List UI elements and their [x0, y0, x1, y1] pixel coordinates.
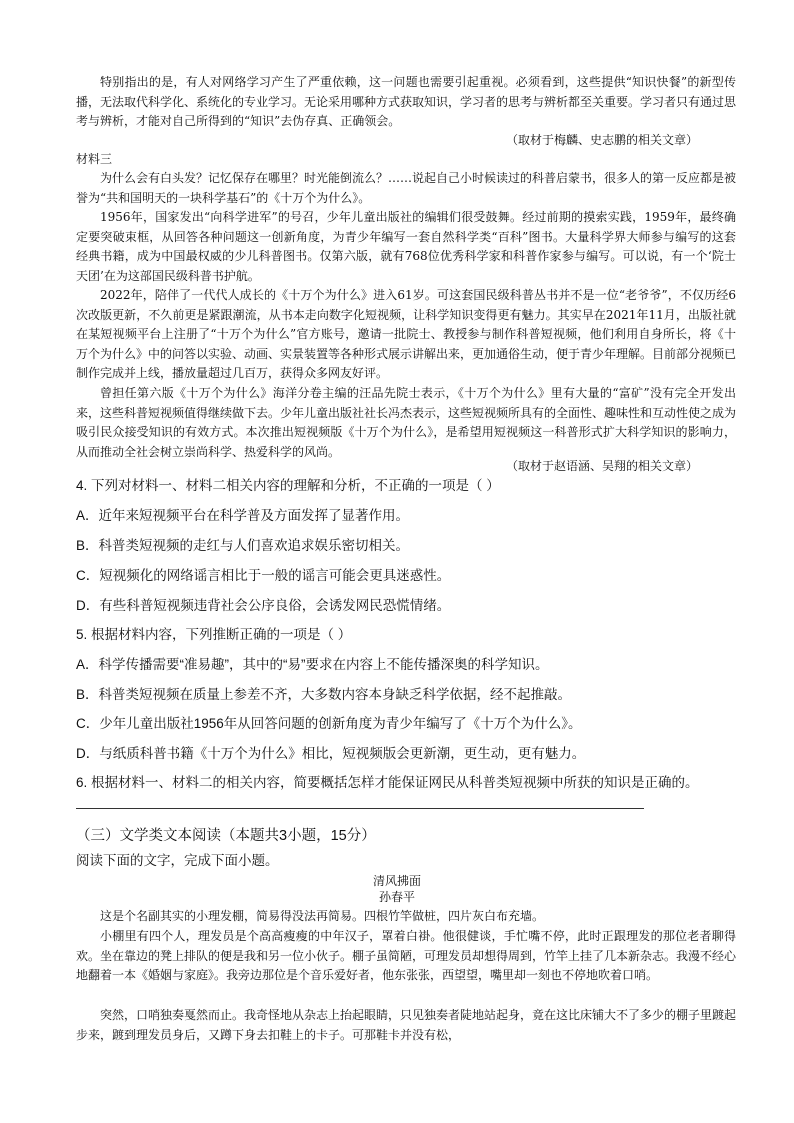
question-5-option-c[interactable]: C．少年儿童出版社1956年从回答问题的创新角度为青少年编写了《十万个为什么》。 [76, 716, 582, 731]
story-title: 清风拂面 [372, 874, 421, 888]
material-two-closing-paragraph: 特别指出的是，有人对网络学习产生了严重依赖，这一问题也需要引起重视。必须看到，这些提供“知识快餐”的新型传播，无法取代科学化、系统化的专业学习。无论采用哪种方式获取知识，学习者的思考与辨析都至关重要。学习者只有通过思考与辨析，才能对自己所得到的“知识”去伪存真、正确领会。 [76, 75, 737, 128]
material-two-source: （取材于梅麟、史志鹏的相关文章） [505, 133, 698, 147]
story-author: 孙春平 [378, 890, 415, 904]
material-three-paragraph: 曾担任第六版《十万个为什么》海洋分卷主编的汪品先院士表示，《十万个为什么》里有大量的“富矿”没有完全开发出来，这些科普短视频值得继续做下去。少年儿童出版社社长冯杰表示，这些短视频所具有的全面性、趣味性和互动性使之成为吸引民众接受知识的有效方式。本次推出短视频版《十万个为什么》，是希望用短视频这一科普形式扩大科学知识的影响力，从而推动全社会树立崇尚科学、热爱科学的风尚。 [76, 386, 737, 459]
story-paragraph: 小棚里有四个人，理发员是个高高瘦瘦的中年汉子，罩着白褂。他很健谈，手忙嘴不停，此时正跟理发的那位老者聊得欢。坐在靠边的凳上排队的便是我和另一位小伙子。棚子虽简陋，可理发员却想得周到，竹竿上挂了几本新杂志。我漫不经心地翻着一本《婚姻与家庭》。我旁边那位是个音乐爱好者，他东张张，西望望，嘴里却一刻也不停地吹着口哨。 [76, 929, 737, 982]
story-paragraph: 这是个名副其实的小理发棚，简易得没法再简易。四根竹竿做桩，四片灰白布充墙。 [100, 909, 545, 923]
story-paragraph: 突然，口哨独奏戛然而止。我奇怪地从杂志上抬起眼睛，只见独奏者陡地站起身，竟在这比床铺大不了多少的棚子里踱起步来，踱到理发员身后，又蹲下身去扣鞋上的卡子。可那鞋卡并没有松， [76, 1008, 737, 1042]
question-5-stem: 5. 根据材料内容，下列推断正确的一项是（ ） [76, 627, 352, 642]
question-4-option-d[interactable]: D．有些科普短视频违背社会公序良俗，会诱发网民恐慌情绪。 [76, 598, 451, 613]
material-three-paragraph: 2022年，陪伴了一代代人成长的《十万个为什么》进入61岁。可这套国民级科普丛书并不是一位“老爷爷”，不仅历经6次改版更新，不久前更是紧跟潮流，从书本走向数字化短视频，让科学知识变得更有魅力。其实早在2021年11月，出版社就在某短视频平台上注册了“十万个为什么”官方账号，邀请一批院士、教授参与制作科普短视频，他们利用自身所长，将《十万个为什么》中的问答以实验、动画、实景装置等各种形式展示讲解出来，更加通俗生动，便于青少年理解。目前部分视频已制作完成并上线，播放量超过几百万，获得众多网友好评。 [76, 288, 737, 380]
question-5-option-a[interactable]: A．科学传播需要“准易趣”，其中的“易”要求在内容上不能传播深奥的科学知识。 [76, 657, 549, 672]
material-three-paragraph: 为什么会有白头发？记忆保存在哪里？时光能倒流么？……说起自己小时候读过的科普启蒙书，很多人的第一反应都是被誉为“共和国明天的一块科学基石”的《十万个为什么》。 [76, 171, 737, 205]
section-title: （三）文学类文本阅读（本题共3小题，15分） [76, 828, 376, 844]
answer-divider-line [76, 808, 644, 809]
material-three-heading: 材料三 [76, 152, 113, 166]
question-5-option-b[interactable]: B．科普类短视频在质量上参差不齐，大多数内容本身缺乏科学依据，经不起推敲。 [76, 687, 572, 702]
section-instruction: 阅读下面的文字，完成下面小题。 [76, 853, 279, 868]
question-6-stem: 6. 根据材料一、材料二的相关内容，简要概括怎样才能保证网民从科普类短视频中所获的知识是正确的。 [76, 775, 699, 790]
question-4-option-b[interactable]: B．科普类短视频的走红与人们喜欢追求娱乐密切相关。 [76, 538, 410, 553]
question-5-option-d[interactable]: D．与纸质科普书籍《十万个为什么》相比，短视频版会更新潮，更生动，更有魅力。 [76, 746, 586, 761]
question-4-option-a[interactable]: A．近年来短视频平台在科学普及方面发挥了显著作用。 [76, 508, 410, 523]
material-three-paragraph: 1956年，国家发出“向科学进军”的号召，少年儿童出版社的编辑们很受鼓舞。经过前期的摸索实践，1959年，最终确定要突破束框，从回答各种问题这一创新角度，为青少年编写一套自然科学类“百科”图书。大量科学界大师参与编写的这套经典书籍，成为中国最权威的少儿科普图书。仅第六版，就有768位优秀科学家和科普作家参与编写。可以说，有一个‘院士天团’在为这部国民级科普书护航。 [76, 210, 736, 283]
material-three-source: （取材于赵语涵、吴翔的相关文章） [505, 459, 698, 473]
question-4-option-c[interactable]: C．短视频化的网络谣言相比于一般的谣言可能会更具迷惑性。 [76, 568, 451, 583]
question-4-stem: 4. 下列对材料一、材料二相关内容的理解和分析，不正确的一项是（ ） [76, 478, 500, 493]
